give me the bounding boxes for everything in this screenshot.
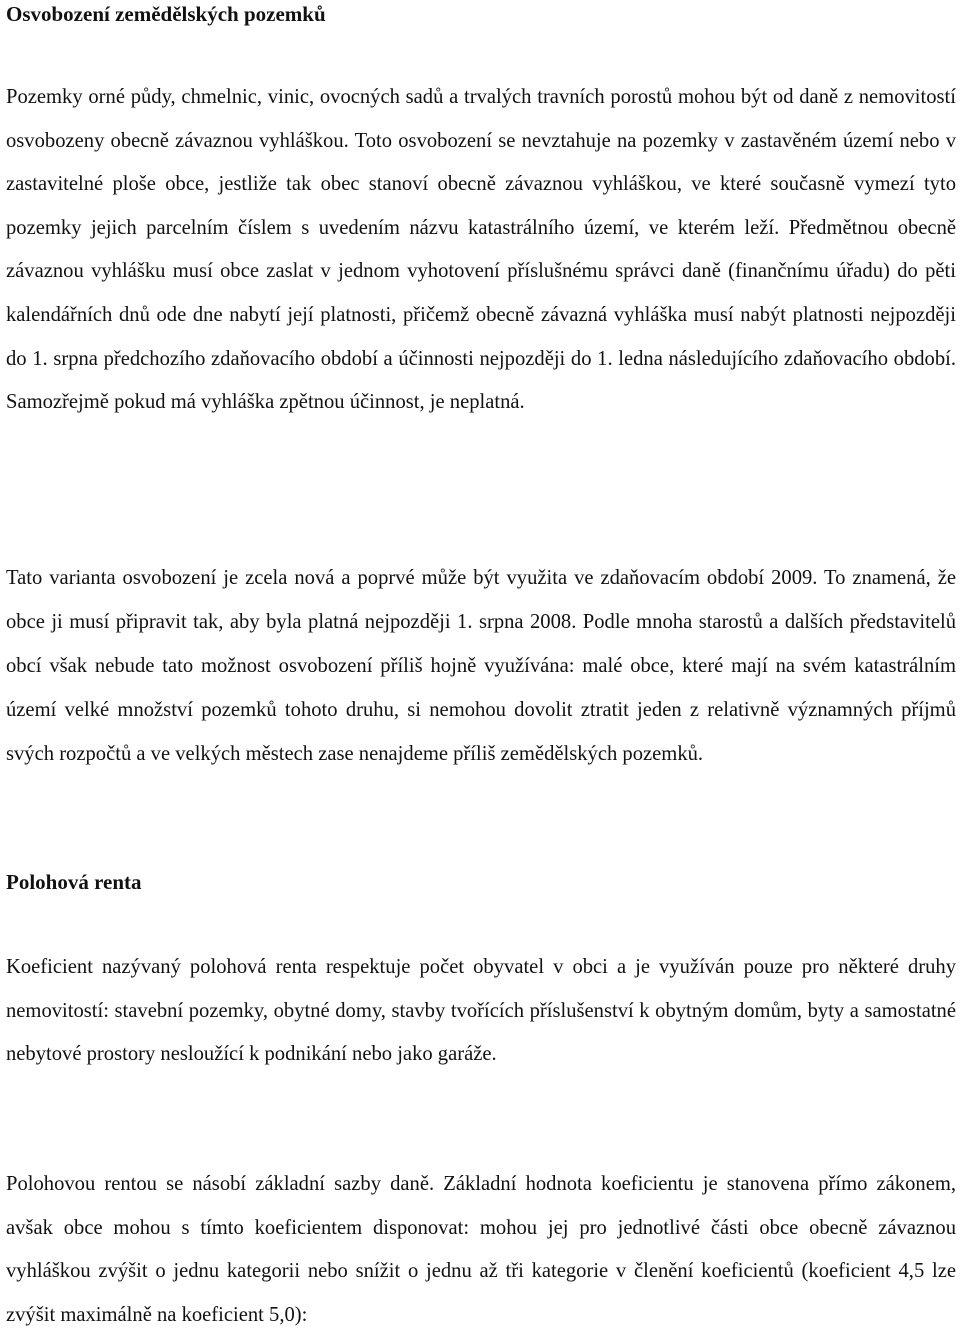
- section-heading-polohova-renta: Polohová renta: [6, 870, 142, 894]
- paragraph-polohova-renta-2: Polohovou rentou se násobí základní sazby daně. Základní hodnota koeficientu je stanovena přímo zákonem, avšak obce mohou s tímto koeficientem disponovat: mohou jej pro jednotlivé části obce obecně závaznou vyhláškou zvýšit o jednu kategorii nebo snížit o jednu až tři kategorie v členění koeficientů (koeficient 4,5 lze zvýšit maximálně na koeficient 5,0):: [6, 1173, 956, 1326]
- paragraph-osvobozeni-2: Tato varianta osvobození je zcela nová a poprvé může být využita ve zdaňovacím období 2009. To znamená, že obce ji musí připravit tak, aby byla platná nejpozději 1. srpna 2008. Podle mnoha starostů a dalších představitelů obcí však nebude tato možnost osvobození příliš hojně využívána: malé obce, které mají na svém katastrálním území velké množství pozemků tohoto druhu, si nemohou dovolit ztratit jeden z relativně významných příjmů svých rozpočtů a ve velkých městech zase nenajdeme příliš zemědělských pozemků.: [6, 567, 956, 765]
- paragraph-osvobozeni-1: Pozemky orné půdy, chmelnic, vinic, ovocných sadů a trvalých travních porostů mohou být od daně z nemovitostí osvobozeny obecně závaznou vyhláškou. Toto osvobození se nevztahuje na pozemky v zastavěném území nebo v zastavitelné ploše obce, jestliže tak obec stanoví obecně závaznou vyhláškou, ve které současně vymezí tyto pozemky jejich parcelním číslem s uvedením názvu katastrálního území, ve kterém leží. Předmětnou obecně závaznou vyhlášku musí obce zaslat v jednom vyhotovení příslušnému správci daně (finančnímu úřadu) do pěti kalendářních dnů ode dne nabytí její platnosti, přičemž obecně závazná vyhláška musí nabýt platnosti nejpozději do 1. srpna předchozího zdaňovacího období a účinnosti nejpozději do 1. ledna následujícího zdaňovacího období. Samozřejmě pokud má vyhláška zpětnou účinnost, je neplatná.: [6, 86, 956, 414]
- paragraph-polohova-renta-1: Koeficient nazývaný polohová renta respektuje počet obyvatel v obci a je využíván pouze pro některé druhy nemovitostí: stavební pozemky, obytné domy, stavby tvořících příslušenství k obytným domům, byty a samostatné nebytové prostory nesloužící k podnikání nebo jako garáže.: [6, 956, 956, 1066]
- section-heading-osvobozeni: Osvobození zemědělských pozemků: [6, 2, 326, 26]
